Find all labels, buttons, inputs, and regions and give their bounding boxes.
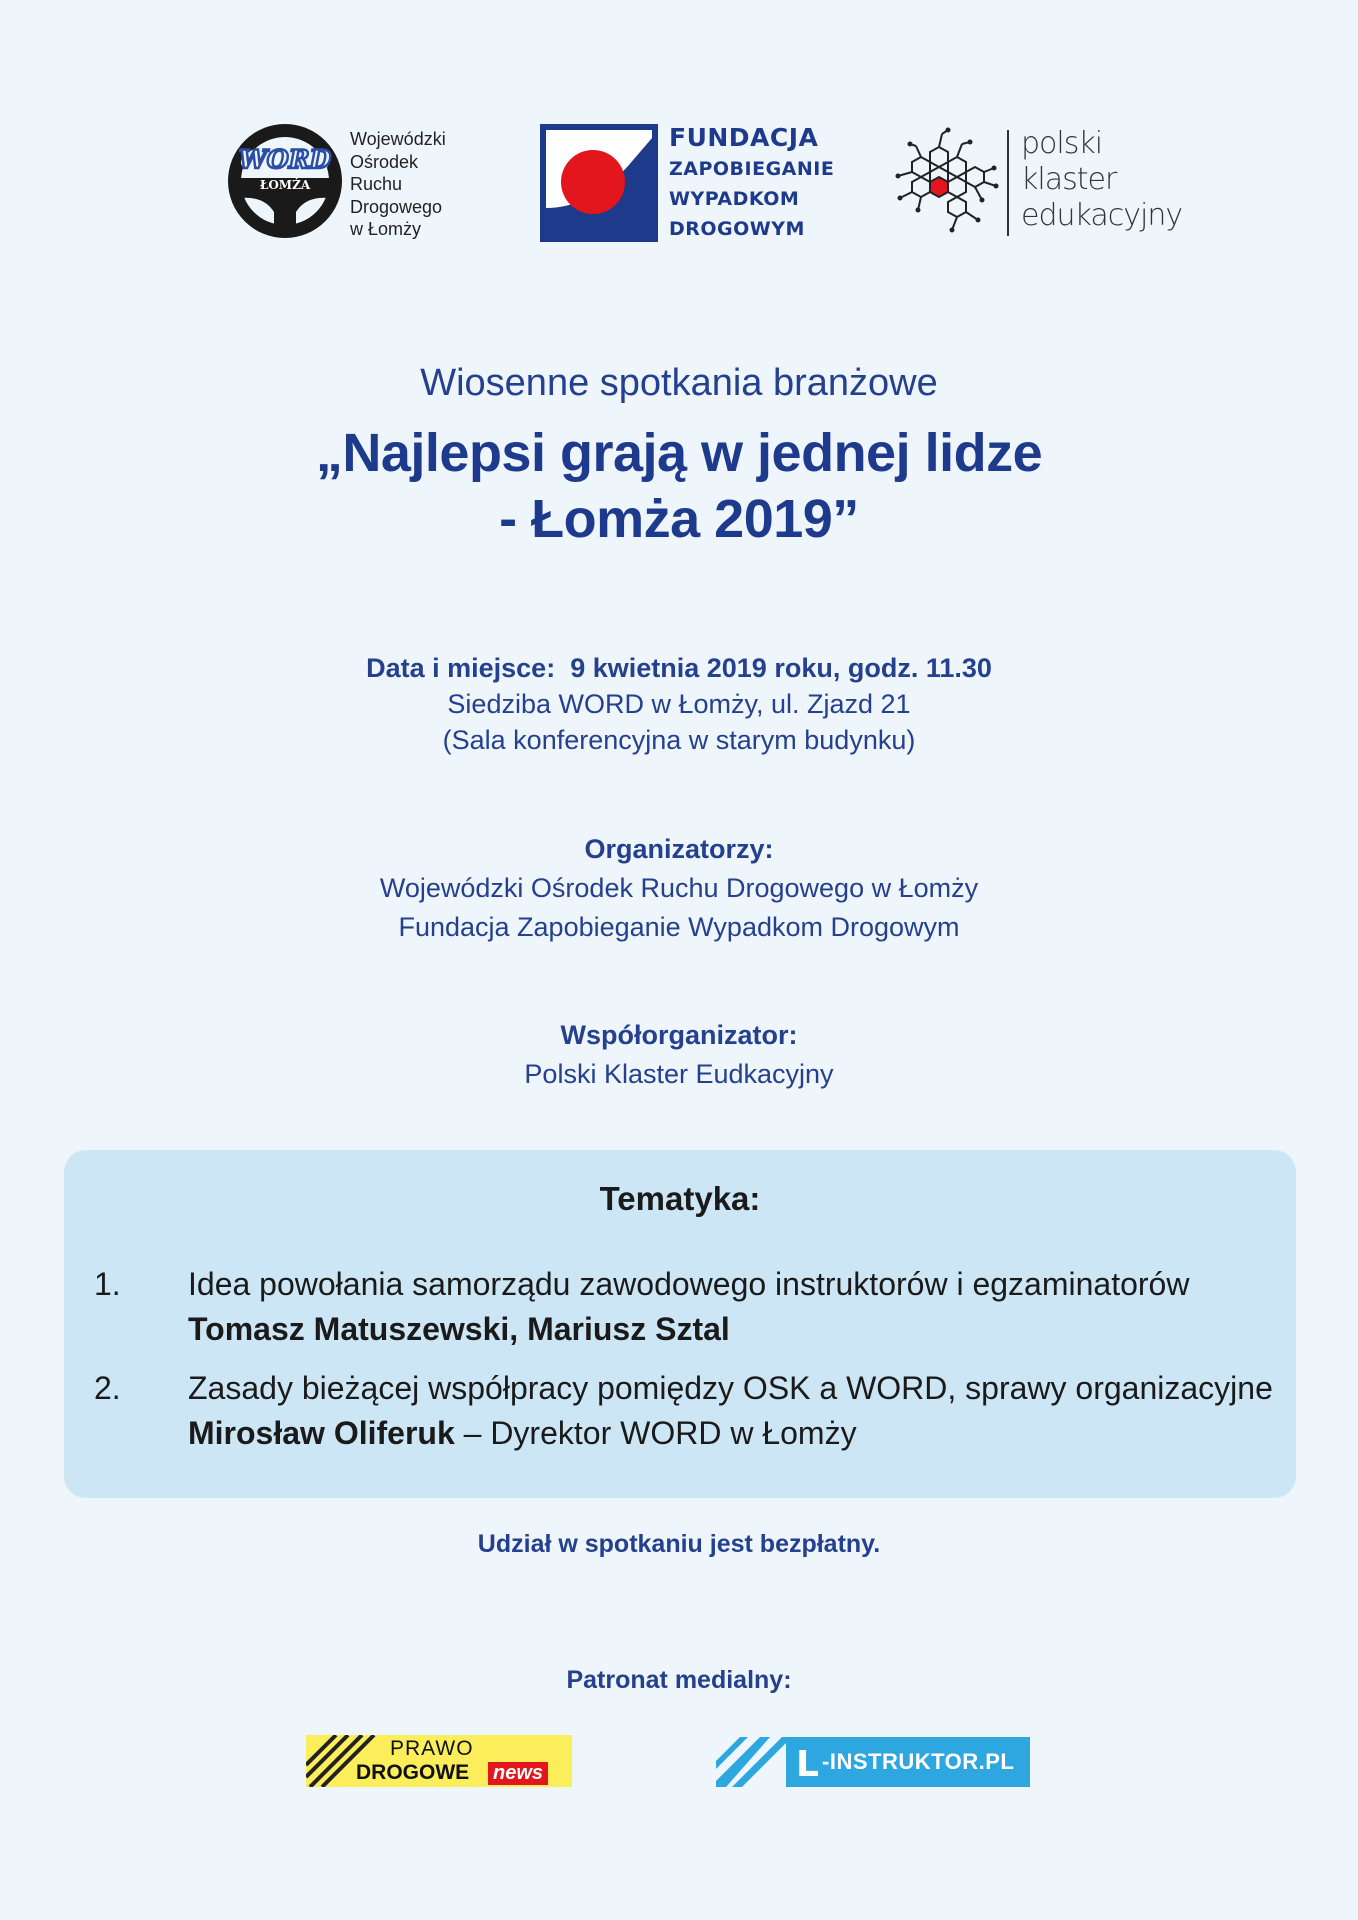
fundacja-logo [540, 122, 835, 244]
klaster-logo [890, 124, 1183, 244]
topic-speaker-line [188, 1411, 1273, 1456]
fundacja-mark-icon [540, 124, 658, 242]
topic-text [188, 1366, 1273, 1456]
topics-heading: Tematyka: [599, 1180, 761, 1217]
lomza-emblem-text: ŁOMŻA [259, 178, 311, 192]
word-lomza-logo [226, 122, 466, 246]
word-org-name [350, 128, 470, 241]
l-letter-icon [794, 1742, 820, 1782]
date-line [0, 650, 1358, 686]
steering-wheel-icon [226, 122, 344, 240]
topic-title: Zasady bieżącej współpracy pomiędzy OSK a WORD, sprawy organizacyjne [188, 1370, 1273, 1406]
stripes-icon [716, 1737, 786, 1787]
fundacja-line: DROGOWYM [669, 218, 805, 240]
coorganizer-block [0, 1016, 1358, 1094]
coorganizer-label: Współorganizator: [560, 1020, 798, 1050]
organizer-item: Fundacja Zapobieganie Wypadkom Drogowym [398, 912, 960, 942]
organizer-item: Wojewódzki Ośrodek Ruchu Drogowego w Łomży [379, 873, 979, 903]
title-line: „Najlepsi grają w jednej lidze [315, 423, 1043, 483]
topic-title: Idea powołania samorządu zawodowego instruktorów i egzaminatorów [188, 1266, 1190, 1302]
klaster-line: polski [1021, 126, 1103, 161]
word-line: Ruchu [350, 174, 403, 194]
free-participation-note: Udział w spotkaniu jest bezpłatny. [477, 1530, 881, 1558]
news-badge: news [488, 1762, 548, 1785]
place-line: Siedziba WORD w Łomży, ul. Zjazd 21 [447, 689, 911, 719]
topic-number: 1. [94, 1266, 121, 1302]
l-instruktor-text: -INSTRUKTOR.PL [822, 1749, 1015, 1774]
title-line: - Łomża 2019” [499, 489, 859, 549]
word-line: Wojewódzki [350, 129, 446, 149]
topic-speaker-role: – Dyrektor WORD w Łomży [454, 1415, 857, 1451]
media-patronage-label: Patronat medialny: [566, 1666, 792, 1694]
event-title [0, 420, 1358, 552]
word-emblem-text: WORD [238, 145, 332, 174]
topics-box [64, 1150, 1296, 1498]
prawo-drogowe-news-logo [306, 1735, 572, 1787]
date-value: 9 kwietnia 2019 roku, godz. 11.30 [570, 653, 992, 683]
hexagon-network-icon [890, 124, 1000, 239]
klaster-line: edukacyjny [1021, 198, 1183, 233]
l-instruktor-logo [716, 1737, 1030, 1787]
topic-number: 2. [94, 1370, 121, 1406]
topic-speakers: Mirosław Oliferuk [188, 1415, 455, 1451]
organizers-label: Organizatorzy: [584, 834, 774, 864]
coorganizer-name: Polski Klaster Eudkacyjny [524, 1059, 834, 1089]
word-line: Ośrodek [350, 151, 419, 172]
date-and-place [0, 650, 1358, 758]
place-line: (Sala konferencyjna w starym budynku) [442, 725, 916, 755]
date-label: Data i miejsce: [366, 653, 556, 683]
klaster-name [1021, 126, 1182, 234]
klaster-line: klaster [1021, 162, 1117, 197]
word-line: w Łomży [350, 219, 422, 239]
fundacja-line: WYPADKOM [669, 188, 800, 210]
fundacja-line: FUNDACJA [669, 123, 819, 152]
drogowe-text: DROGOWE [356, 1761, 470, 1784]
topic-text [188, 1262, 1189, 1352]
l-letter: L [796, 1744, 819, 1782]
event-subtitle: Wiosenne spotkania branżowe [420, 362, 938, 404]
fundacja-line: ZAPOBIEGANIE [669, 158, 835, 180]
klaster-divider [1007, 130, 1009, 236]
fundacja-name [669, 122, 835, 244]
topic-speakers: Tomasz Matuszewski, Mariusz Sztal [188, 1311, 730, 1347]
prawo-text: PRAWO [390, 1737, 474, 1760]
organizers-block [0, 830, 1358, 947]
word-line: Drogowego [350, 196, 443, 217]
